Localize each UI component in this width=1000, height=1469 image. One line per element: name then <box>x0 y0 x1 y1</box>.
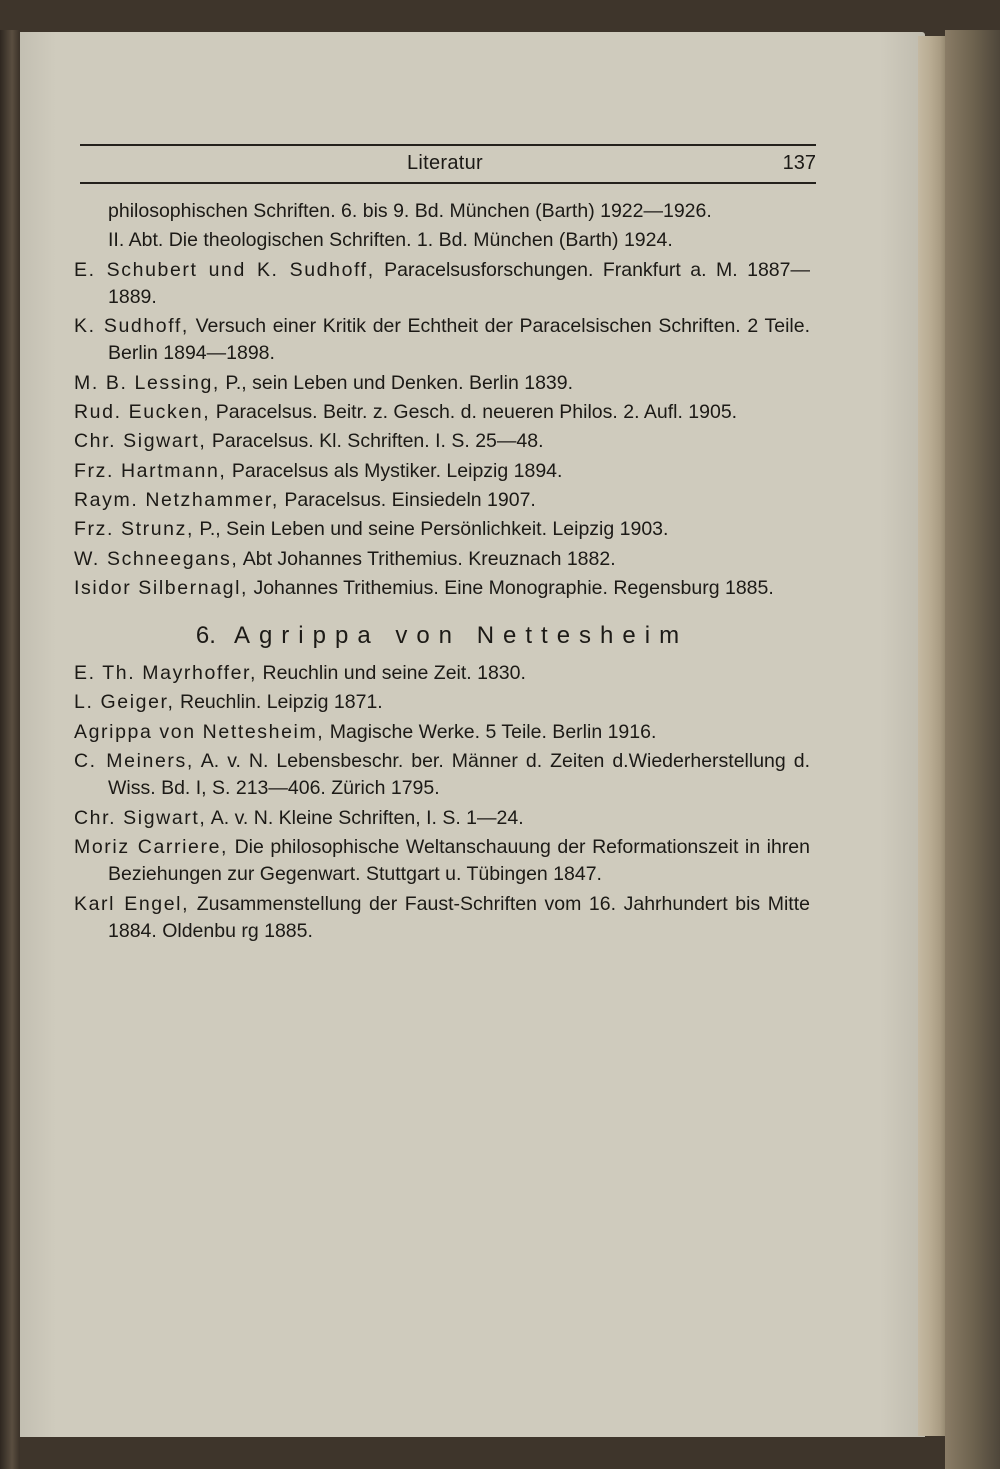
entry-text: Abt Johannes Trithemius. Kreuznach 1882. <box>238 547 616 570</box>
entry-author: Frz. Strunz, <box>74 518 194 541</box>
bibliography-list-agrippa <box>74 660 810 945</box>
bibliography-entry <box>74 891 810 946</box>
book-cover-right-edge <box>945 30 1000 1469</box>
entry-text: Magische Werke. 5 Teile. Berlin 1916. <box>324 720 657 743</box>
bibliography-entry <box>74 748 810 803</box>
entry-text: Versuch einer Kritik der Echtheit der Paracelsischen Schriften. 2 Teile. Berlin 1894—1898. <box>108 315 811 365</box>
bibliography-entry <box>74 660 810 687</box>
entry-author: Raym. Netzhammer, <box>74 488 279 511</box>
entry-text: Paracelsus. Kl. Schriften. I. S. 25—48. <box>206 430 544 453</box>
entry-text: Paracelsus. Beitr. z. Gesch. d. neueren Philos. 2. Aufl. 1905. <box>210 401 738 424</box>
entry-author: Chr. Sigwart, <box>74 430 207 453</box>
entry-text: II. Abt. Die theologischen Schriften. 1. Bd. München (Barth) 1924. <box>108 229 673 252</box>
entry-author: L. Geiger, <box>74 691 175 714</box>
bibliography-entry <box>74 689 810 716</box>
entry-author: W. Schneegans, <box>74 547 239 570</box>
running-head-title: Literatur <box>406 152 484 174</box>
entry-text: philosophischen Schriften. 6. bis 9. Bd. München (Barth) 1922—1926. <box>108 200 712 222</box>
entry-author: Chr. Sigwart, <box>74 806 207 829</box>
bibliography-entry <box>74 487 810 514</box>
running-head-bottom-rule <box>80 182 816 184</box>
entry-author: Moriz Carriere, <box>74 835 229 858</box>
entry-author: Rud. Eucken, <box>74 401 211 424</box>
entry-author: Frz. Hartmann, <box>74 459 227 482</box>
entry-text: A. v. N. Lebensbeschr. ber. Männer d. Zeiten d.Wiederherstellung d. Wiss. Bd. I, S. 213—406. Zürich 1795. <box>108 750 810 800</box>
bibliography-entry <box>74 834 810 889</box>
page-stack-edge <box>918 36 948 1436</box>
entry-text: Die philosophische Weltanschauung der Reformationszeit in ihren Beziehungen zur Gegenwart. Stuttgart u. Tübingen 1847. <box>108 835 810 886</box>
bibliography-entry <box>74 313 810 368</box>
bibliography-entry <box>74 719 810 746</box>
bibliography-entry <box>74 458 810 485</box>
book-cover-left-edge <box>0 30 20 1469</box>
entry-author: E. Th. Mayrhoffer, <box>74 662 258 685</box>
bibliography-entry <box>74 227 810 254</box>
section-title: Agrippa von Nettesheim <box>233 622 689 650</box>
bibliography-entry <box>74 575 810 602</box>
entry-text: A. v. N. Kleine Schriften, I. S. 1—24. <box>206 806 524 829</box>
page-text-block <box>74 144 816 947</box>
entry-text: Johannes Trithemius. Eine Monographie. Regensburg 1885. <box>248 576 774 599</box>
bibliography-entry <box>74 428 810 455</box>
entry-text: Reuchlin. Leipzig 1871. <box>174 691 383 714</box>
bibliography-entry <box>74 805 810 832</box>
entry-author: K. Sudhoff, <box>74 315 189 338</box>
entry-text: P., Sein Leben und seine Persönlichkeit. Leipzig 1903. <box>193 518 669 541</box>
bibliography-entry <box>74 198 810 225</box>
bibliography-entry <box>74 399 810 426</box>
running-head <box>74 146 816 182</box>
bibliography-list-paracelsus <box>74 198 810 602</box>
entry-author: Isidor Silbernagl, <box>74 576 249 599</box>
entry-text: Paracelsusforschungen. Frankfurt a. M. 1887—1889. <box>108 258 810 308</box>
section-heading <box>74 622 810 650</box>
entry-text: Paracelsus. Einsiedeln 1907. <box>278 488 536 511</box>
bibliography-entry <box>74 546 810 573</box>
entry-author: Karl Engel, <box>74 892 190 915</box>
bibliography-entry <box>74 370 810 397</box>
bibliography-entry <box>74 516 810 543</box>
entry-author: E. Schubert und K. Sudhoff, <box>74 258 375 281</box>
entry-author: Agrippa von Nettesheim, <box>74 720 325 743</box>
entry-text: Paracelsus als Mystiker. Leipzig 1894. <box>226 459 563 482</box>
entry-text: P., sein Leben und Denken. Berlin 1839. <box>219 371 574 394</box>
section-number: 6. <box>195 622 216 650</box>
entry-text: Reuchlin und seine Zeit. 1830. <box>257 662 526 685</box>
entry-text: Zusammenstellung der Faust-Schriften vom 16. Jahrhundert bis Mitte 1884. Oldenbu rg 1885. <box>108 892 810 942</box>
bibliography-entry <box>74 257 810 312</box>
entry-author: M. B. Lessing, <box>74 371 220 394</box>
page-number: 137 <box>782 152 816 174</box>
entry-author: C. Meiners, <box>74 750 194 773</box>
